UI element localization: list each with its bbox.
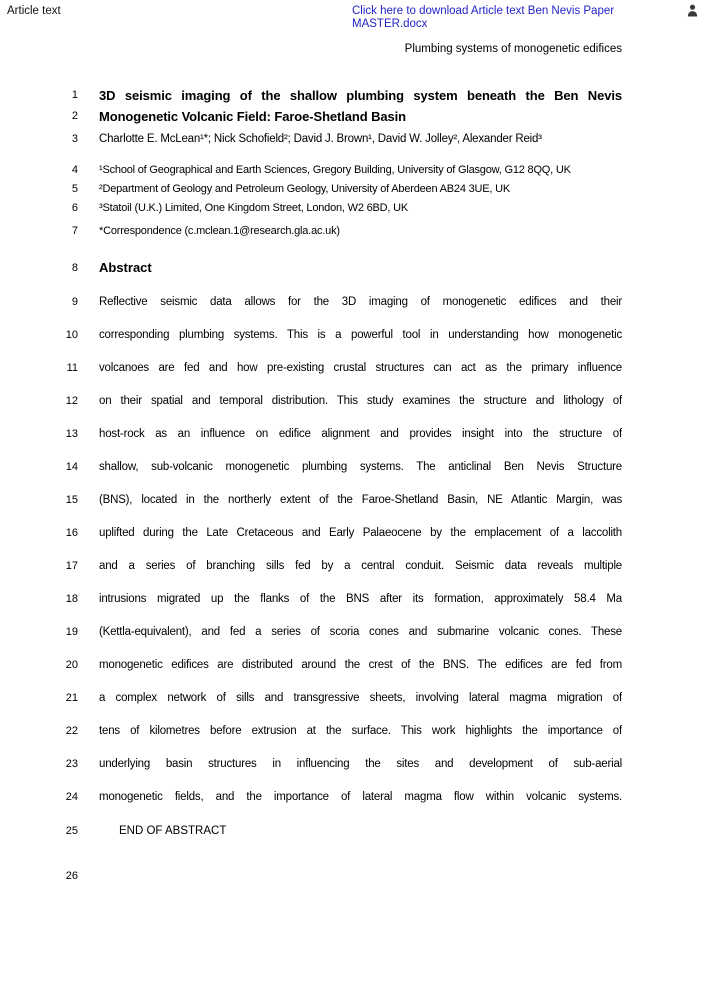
line-number: 22	[65, 725, 78, 737]
line-text: END OF ABSTRACT	[119, 825, 227, 837]
line-text: on their spatial and temporal distribution. This study examines the structure and lithology of	[99, 395, 622, 407]
running-head: Plumbing systems of monogenetic edifices	[404, 43, 622, 55]
line-number: 16	[65, 527, 78, 539]
manuscript-line	[52, 292, 622, 325]
line-number: 26	[65, 870, 78, 882]
manuscript-line	[52, 721, 622, 754]
line-text: corresponding plumbing systems. This is a powerful tool in understanding how monogenetic	[99, 329, 622, 341]
manuscript-line	[52, 622, 622, 655]
line-number: 14	[65, 461, 78, 473]
manuscript-line	[52, 180, 622, 199]
line-number: 6	[71, 202, 78, 214]
line-number: 11	[66, 362, 78, 374]
line-text: Monogenetic Volcanic Field: Faroe-Shetland Basin	[99, 109, 407, 124]
manuscript-line	[52, 130, 622, 148]
line-number: 5	[71, 183, 78, 195]
line-number: 25	[65, 825, 78, 837]
manuscript-line	[52, 589, 622, 622]
line-number: 13	[65, 428, 78, 440]
line-number: 3	[71, 133, 78, 145]
manuscript-line	[52, 523, 622, 556]
manuscript-line	[52, 325, 622, 358]
line-number: 23	[65, 758, 78, 770]
article-text-label: Article text	[7, 5, 61, 17]
line-text: (BNS), located in the northerly extent of the Faroe-Shetland Basin, NE Atlantic Margin, was	[99, 494, 622, 506]
line-number: 24	[65, 791, 78, 803]
manuscript-line	[52, 222, 622, 240]
line-number: 7	[71, 225, 78, 237]
line-text: ³Statoil (U.K.) Limited, One Kingdom Street, London, W2 6BD, UK	[99, 202, 408, 214]
manuscript-line	[52, 199, 622, 218]
line-text: a complex network of sills and transgressive sheets, involving lateral magma migration of	[99, 692, 622, 704]
line-text: Abstract	[99, 260, 152, 275]
manuscript-line	[52, 258, 622, 278]
line-text: uplifted during the Late Cretaceous and Early Palaeocene by the emplacement of a laccolith	[99, 527, 622, 539]
top-bar	[0, 0, 707, 30]
download-article-link[interactable]: Click here to download Article text Ben Nevis Paper MASTER.docx	[352, 5, 615, 30]
manuscript-line	[52, 822, 622, 840]
line-number: 19	[65, 626, 78, 638]
line-text: ²Department of Geology and Petroleum Geology, University of Aberdeen AB24 3UE, UK	[99, 183, 510, 195]
manuscript-line	[52, 358, 622, 391]
manuscript-line	[52, 655, 622, 688]
line-text	[99, 867, 622, 879]
manuscript-body	[52, 85, 622, 885]
line-text: host-rock as an influence on edifice alignment and provides insight into the structure of	[99, 428, 622, 440]
line-text: 3D seismic imaging of the shallow plumbing system beneath the Ben Nevis	[99, 88, 622, 103]
line-text: volcanoes are fed and how pre-existing crustal structures can act as the primary influence	[99, 362, 622, 374]
manuscript-line	[52, 424, 622, 457]
line-text: Reflective seismic data allows for the 3D imaging of monogenetic edifices and their	[99, 296, 622, 308]
line-number: 10	[65, 329, 78, 341]
line-number: 15	[65, 494, 78, 506]
manuscript-line	[52, 106, 622, 127]
person-icon[interactable]	[687, 4, 698, 17]
line-number: 8	[71, 262, 78, 274]
manuscript-line	[52, 787, 622, 820]
line-number: 1	[71, 89, 78, 101]
manuscript-line	[52, 457, 622, 490]
manuscript-line	[52, 85, 622, 106]
line-text: (Kettla-equivalent), and fed a series of scoria cones and submarine volcanic cones. These	[99, 626, 622, 638]
line-number: 12	[65, 395, 78, 407]
line-text: monogenetic fields, and the importance of lateral magma flow within volcanic systems.	[99, 791, 622, 803]
line-text: intrusions migrated up the flanks of the BNS after its formation, approximately 58.4 Ma	[99, 593, 622, 605]
line-number: 21	[65, 692, 78, 704]
line-text: underlying basin structures in influencing the sites and development of sub-aerial	[99, 758, 622, 770]
line-text: shallow, sub-volcanic monogenetic plumbing systems. The anticlinal Ben Nevis Structure	[99, 461, 622, 473]
line-number: 20	[65, 659, 78, 671]
line-text: *Correspondence (c.mclean.1@research.gla.ac.uk)	[99, 225, 340, 237]
line-text: Charlotte E. McLean¹*; Nick Schofield²; David J. Brown¹, David W. Jolley², Alexander Reid³	[99, 133, 542, 145]
manuscript-line	[52, 161, 622, 180]
manuscript-line	[52, 867, 622, 885]
line-text: ¹School of Geographical and Earth Sciences, Gregory Building, University of Glasgow, G12 8QQ, UK	[99, 164, 571, 176]
manuscript-line	[52, 754, 622, 787]
line-number: 4	[71, 164, 78, 176]
line-text: monogenetic edifices are distributed around the crest of the BNS. The edifices are fed from	[99, 659, 622, 671]
manuscript-line	[52, 556, 622, 589]
manuscript-line	[52, 688, 622, 721]
line-number: 17	[65, 560, 78, 572]
line-number: 18	[65, 593, 78, 605]
line-text: tens of kilometres before extrusion at the surface. This work highlights the importance of	[99, 725, 622, 737]
line-number: 9	[71, 296, 78, 308]
manuscript-line	[52, 391, 622, 424]
line-number: 2	[71, 110, 78, 122]
manuscript-line	[52, 490, 622, 523]
line-text: and a series of branching sills fed by a central conduit. Seismic data reveals multiple	[99, 560, 622, 572]
